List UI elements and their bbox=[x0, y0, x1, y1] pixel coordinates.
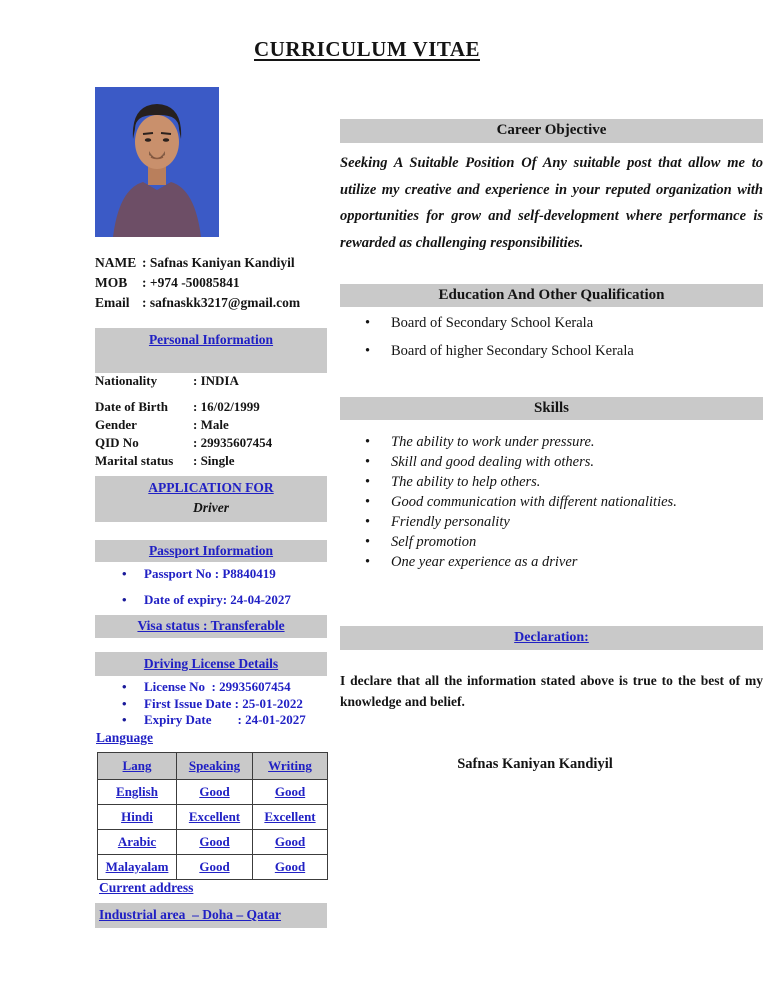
passport-information-heading: Passport Information bbox=[148, 543, 274, 558]
license-number-item: • License No : 29935607454 bbox=[122, 679, 337, 695]
skills-bar bbox=[340, 397, 763, 420]
header-writing: Writing bbox=[253, 753, 328, 780]
header-speaking: Speaking bbox=[177, 753, 253, 780]
row-value: : Male bbox=[193, 417, 229, 432]
license-first-issue-item: • First Issue Date : 25-01-2022 bbox=[122, 696, 337, 712]
declaration-text: I declare that all the information stated above is true to the best of my knowledge and belief. bbox=[340, 673, 763, 709]
row-value: : Single bbox=[193, 453, 235, 468]
cell-speaking: Good bbox=[177, 855, 253, 880]
row-label: Date of Birth bbox=[95, 399, 168, 414]
education-item: • Board of higher Secondary School Kerala bbox=[340, 343, 763, 360]
current-address-value: Industrial area – Doha – Qatar bbox=[99, 907, 282, 922]
career-objective-text: Seeking A Suitable Position Of Any suitable post that allow me to utilize my creative and experience in your reputed organization with opportunities for grow and self-development where performance is rewarded as challenging responsibilities. bbox=[340, 155, 763, 251]
visa-status-bar bbox=[95, 615, 327, 638]
declaration-bar bbox=[340, 626, 763, 650]
education-heading: Education And Other Qualification bbox=[438, 287, 665, 303]
row-value: : INDIA bbox=[193, 373, 239, 388]
personal-row-marital bbox=[95, 453, 335, 469]
personal-row-dob bbox=[95, 399, 335, 415]
application-position: Driver bbox=[193, 500, 229, 515]
header-lang: Lang bbox=[98, 753, 177, 780]
row-label: Nationality bbox=[95, 373, 158, 388]
declaration-heading: Declaration: bbox=[514, 630, 589, 645]
driving-license-heading: Driving License Details bbox=[143, 656, 279, 671]
table-row bbox=[98, 855, 328, 880]
personal-information-heading: Personal Information bbox=[148, 332, 274, 347]
skill-item: • Friendly personality bbox=[340, 512, 763, 532]
row-label: QID No bbox=[95, 435, 139, 450]
cell-writing: Good bbox=[253, 780, 328, 805]
table-row bbox=[98, 780, 328, 805]
skill-item: • Skill and good dealing with others. bbox=[340, 452, 763, 472]
passport-information-bar bbox=[95, 540, 327, 562]
personal-information-bar bbox=[95, 328, 327, 373]
education-bar bbox=[340, 284, 763, 307]
cell-writing: Good bbox=[253, 830, 328, 855]
cell-language: Malayalam bbox=[98, 855, 177, 880]
email-label: Email bbox=[95, 295, 130, 310]
passport-expiry-item: • Date of expiry: 24-04-2027 bbox=[122, 592, 337, 608]
cell-writing: Excellent bbox=[253, 805, 328, 830]
career-objective-heading: Career Objective bbox=[496, 122, 607, 138]
row-value: : 16/02/1999 bbox=[193, 399, 260, 414]
current-address-bar bbox=[95, 903, 327, 928]
skill-item: • The ability to work under pressure. bbox=[340, 432, 763, 452]
skill-item: • One year experience as a driver bbox=[340, 552, 763, 572]
email-value: : safnaskk3217@gmail.com bbox=[142, 295, 301, 310]
license-expiry-item: • Expiry Date : 24-01-2027 bbox=[122, 712, 337, 728]
skill-item: • Self promotion bbox=[340, 532, 763, 552]
row-label: Marital status bbox=[95, 453, 174, 468]
cell-writing: Good bbox=[253, 855, 328, 880]
education-item: • Board of Secondary School Kerala bbox=[340, 315, 763, 332]
row-value: : 29935607454 bbox=[193, 435, 273, 450]
driving-license-bar bbox=[95, 652, 327, 676]
application-for-heading: APPLICATION FOR bbox=[148, 480, 274, 495]
skill-item: • Good communication with different nationalities. bbox=[340, 492, 763, 512]
current-address-heading: Current address bbox=[99, 880, 194, 895]
skill-item: • The ability to help others. bbox=[340, 472, 763, 492]
signature-name: Safnas Kaniyan Kandiyil bbox=[457, 756, 613, 772]
name-value: : Safnas Kaniyan Kandiyil bbox=[142, 255, 295, 270]
education-list bbox=[340, 315, 763, 371]
passport-photo bbox=[95, 87, 219, 237]
language-heading: Language bbox=[96, 730, 154, 745]
contact-email-row bbox=[95, 293, 345, 313]
page-title: CURRICULUM VITAE bbox=[254, 37, 480, 61]
name-label: NAME bbox=[95, 255, 137, 270]
skills-heading: Skills bbox=[533, 400, 570, 416]
cell-speaking: Good bbox=[177, 780, 253, 805]
table-row bbox=[98, 830, 328, 855]
career-objective-bar bbox=[340, 119, 763, 143]
application-for-bar bbox=[95, 476, 327, 522]
personal-row-qid bbox=[95, 435, 335, 451]
contact-block bbox=[95, 253, 345, 313]
cell-language: Arabic bbox=[98, 830, 177, 855]
cell-language: English bbox=[98, 780, 177, 805]
skills-list bbox=[340, 432, 763, 572]
mob-label: MOB bbox=[95, 275, 128, 290]
cell-language: Hindi bbox=[98, 805, 177, 830]
table-row bbox=[98, 805, 328, 830]
portrait-photo-graphic bbox=[95, 87, 219, 237]
personal-row-nationality bbox=[95, 373, 335, 389]
visa-status-heading: Visa status : Transferable bbox=[137, 618, 285, 633]
passport-number-item: • Passport No : P8840419 bbox=[122, 566, 337, 582]
language-table-header-row bbox=[98, 753, 328, 780]
contact-mob-row bbox=[95, 273, 345, 293]
cell-speaking: Good bbox=[177, 830, 253, 855]
language-table bbox=[97, 752, 328, 880]
contact-name-row bbox=[95, 253, 345, 273]
row-label: Gender bbox=[95, 417, 137, 432]
personal-row-gender bbox=[95, 417, 335, 433]
cell-speaking: Excellent bbox=[177, 805, 253, 830]
mob-value: : +974 -50085841 bbox=[142, 275, 240, 290]
